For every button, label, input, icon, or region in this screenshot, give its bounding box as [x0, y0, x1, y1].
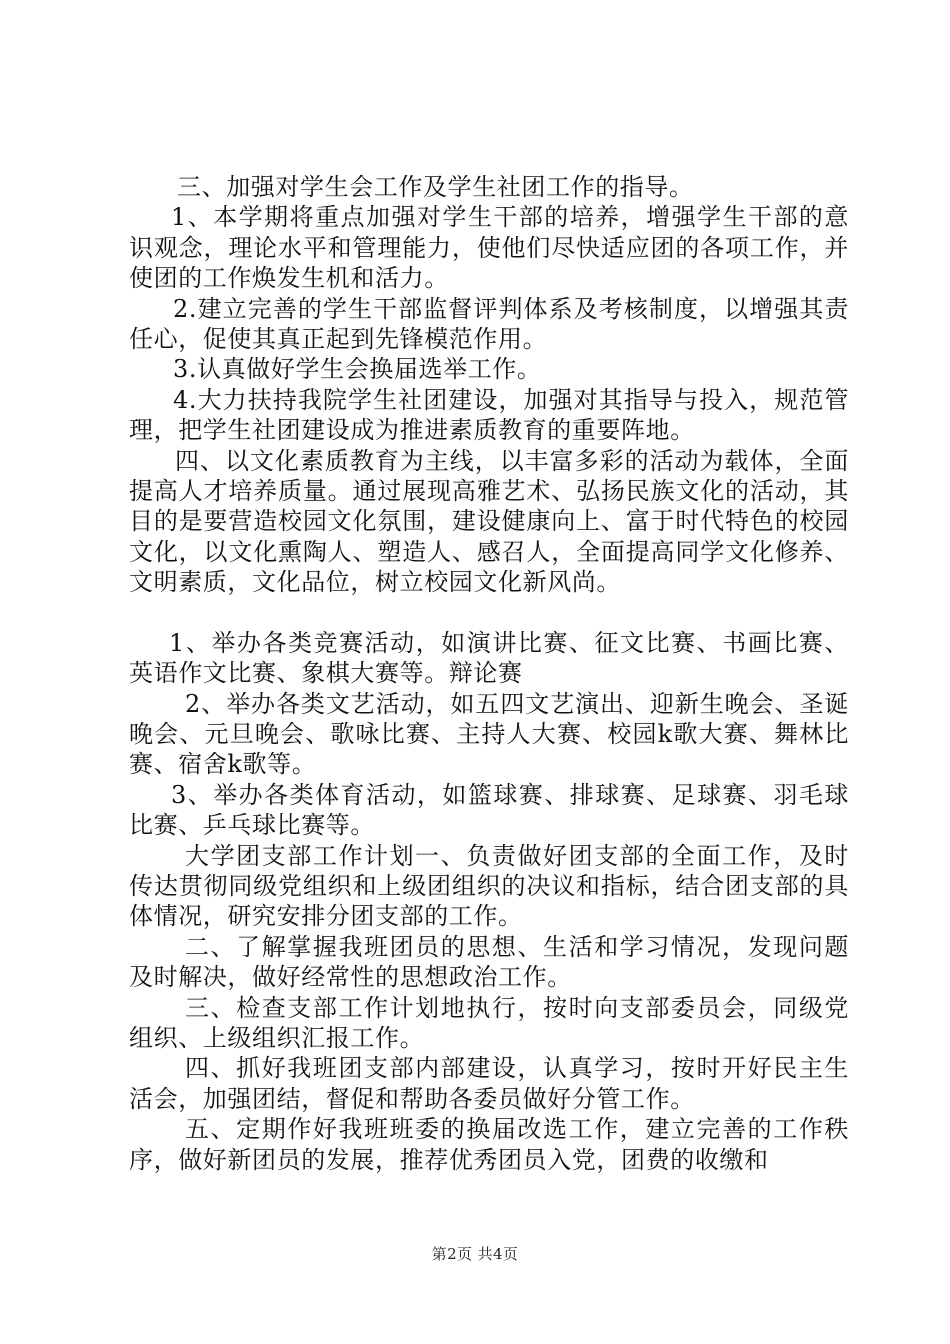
- paragraph-activity-3: 3、举办各类体育活动，如篮球赛、排球赛、足球赛、羽毛球比赛、乒乓球比赛等。: [129, 780, 849, 840]
- paragraph-item-2: 2.建立完善的学生干部监督评判体系及考核制度，以增强其责任心，促使其真正起到先锋模范作用。: [129, 294, 849, 354]
- paragraph-spacer: [129, 598, 849, 628]
- paragraph-plan-1: 大学团支部工作计划一、负责做好团支部的全面工作，及时传达贯彻同级党组织和上级团组织的决议和指标，结合团支部的具体情况，研究安排分团支部的工作。: [129, 841, 849, 931]
- paragraph-activity-1: 1、举办各类竞赛活动，如演讲比赛、征文比赛、书画比赛、英语作文比赛、象棋大赛等。辩论赛: [129, 628, 849, 688]
- paragraph-plan-2: 二、了解掌握我班团员的思想、生活和学习情况，发现问题及时解决，做好经常性的思想政治工作。: [129, 932, 849, 992]
- paragraph-section-4: 四、以文化素质教育为主线，以丰富多彩的活动为载体，全面提高人才培养质量。通过展现高雅艺术、弘扬民族文化的活动，其目的是要营造校园文化氛围，建设健康向上、富于时代特色的校园文化，以文化熏陶人、塑造人、感召人，全面提高同学文化修养、文明素质，文化品位，树立校园文化新风尚。: [129, 446, 849, 597]
- document-body: [129, 172, 849, 1175]
- paragraph-plan-3: 三、检查支部工作计划地执行，按时向支部委员会，同级党组织、上级组织汇报工作。: [129, 993, 849, 1052]
- paragraph-item-1: 1、本学期将重点加强对学生干部的培养，增强学生干部的意识观念，理论水平和管理能力，使他们尽快适应团的各项工作，并使团的工作焕发生机和活力。: [129, 203, 849, 293]
- paragraph-activity-2: 2、举办各类文艺活动，如五四文艺演出、迎新生晚会、圣诞晚会、元旦晚会、歌咏比赛、主持人大赛、校园k歌大赛、舞林比赛、宿舍k歌等。: [129, 689, 849, 779]
- paragraph-item-4: 4.大力扶持我院学生社团建设，加强对其指导与投入，规范管理，把学生社团建设成为推进素质教育的重要阵地。: [129, 385, 849, 445]
- page-number-label: 第2页 共4页: [431, 1245, 519, 1263]
- paragraph-plan-5: 五、定期作好我班班委的换届改选工作，建立完善的工作秩序，做好新团员的发展，推荐优秀团员入党，团费的收缴和: [129, 1115, 849, 1174]
- page-footer: [0, 1243, 950, 1264]
- paragraph-item-3: 3.认真做好学生会换届选举工作。: [173, 355, 542, 384]
- paragraph-section-3-title: 三、加强对学生会工作及学生社团工作的指导。: [177, 173, 694, 201]
- paragraph-plan-4: 四、抓好我班团支部内部建设，认真学习，按时开好民主生活会，加强团结，督促和帮助各委员做好分管工作。: [129, 1054, 849, 1113]
